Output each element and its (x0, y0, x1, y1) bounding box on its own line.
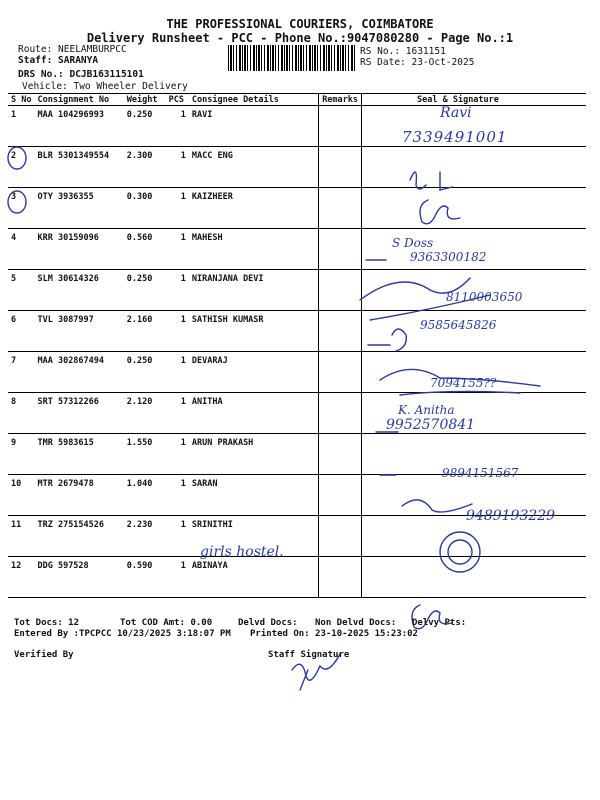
delivered-docs: Delvd Docs: (238, 618, 298, 628)
row-remarks (319, 434, 362, 475)
row-remarks (319, 188, 362, 229)
row-consignee: MAHESH (189, 229, 319, 270)
row-consignment: MAA 104296993 (34, 106, 123, 147)
route-label: Route: NEELAMBURPCC (18, 44, 127, 55)
row-consignment: DDG 597528 (34, 557, 123, 598)
row-weight: 2.160 (124, 311, 166, 352)
row-pcs: 1 (166, 311, 189, 352)
row-consignee: ANITHA (189, 393, 319, 434)
row-pcs: 1 (166, 147, 189, 188)
row-consignment: SRT 57312266 (34, 393, 123, 434)
row-consignee: MACC ENG (189, 147, 319, 188)
hw-phone: 9894151567 (442, 466, 519, 480)
hw-phone: 9585645826 (420, 318, 497, 332)
hw-phone: 9952570841 (386, 417, 476, 433)
row-sno: 6 (8, 311, 34, 352)
printed-on: Printed On: 23-10-2025 15:23:02 (250, 629, 418, 639)
row-remarks (319, 475, 362, 516)
row-pcs: 1 (166, 557, 189, 598)
company-title: THE PROFESSIONAL COURIERS, COIMBATORE (166, 17, 434, 31)
row-weight: 1.040 (124, 475, 166, 516)
table-row (8, 229, 586, 270)
hw-name: Ravi (440, 105, 472, 121)
row-weight: 2.230 (124, 516, 166, 557)
row-pcs: 1 (166, 352, 189, 393)
row-pcs: 1 (166, 106, 189, 147)
row-weight: 0.250 (124, 106, 166, 147)
hw-name: K. Anitha (398, 403, 455, 417)
row-weight: 2.300 (124, 147, 166, 188)
row-consignee: DEVARAJ (189, 352, 319, 393)
entered-by: Entered By :TPCPCC 10/23/2025 3:18:07 PM (14, 629, 231, 639)
table-row (8, 557, 586, 598)
row-consignment: BLR 5301349554 (34, 147, 123, 188)
barcode (228, 45, 356, 71)
row-remarks (319, 270, 362, 311)
row-remarks (319, 147, 362, 188)
total-cod: Tot COD Amt: 0.00 (120, 618, 213, 628)
col-consignee: Consignee Details (189, 94, 319, 106)
row-remarks (319, 516, 362, 557)
row-sno: 7 (8, 352, 34, 393)
row-sno: 12 (8, 557, 34, 598)
row-sno: 1 (8, 106, 34, 147)
row-sno: 2 (8, 147, 34, 188)
hw-phone: 7094155?? (430, 376, 497, 390)
table-row (8, 393, 586, 434)
row-consignee: ABINAYA (189, 557, 319, 598)
col-weight: Weight (124, 94, 166, 106)
row-consignment: OTY 3936355 (34, 188, 123, 229)
row-sno: 3 (8, 188, 34, 229)
row-consignment: MTR 2679478 (34, 475, 123, 516)
hw-phone: 8110003650 (446, 290, 523, 304)
row-consignment: TRZ 275154526 (34, 516, 123, 557)
staff-label: Staff: SARANYA (18, 55, 99, 66)
row-weight: 0.560 (124, 229, 166, 270)
row-pcs: 1 (166, 270, 189, 311)
row-pcs: 1 (166, 434, 189, 475)
table-row (8, 311, 586, 352)
row-consignee: KAIZHEER (189, 188, 319, 229)
verified-by: Verified By (14, 650, 74, 660)
row-remarks (319, 106, 362, 147)
drs-number: DRS No.: DCJB163115101 (18, 69, 144, 80)
col-consignment: Consignment No (34, 94, 123, 106)
runsheet-subtitle: Delivery Runsheet - PCC - Phone No.:9047080280 - Page No.:1 (86, 31, 514, 45)
col-signature: Seal & Signature (362, 94, 586, 106)
row-consignment: TVL 3087997 (34, 311, 123, 352)
rs-number: RS No.: 1631151 (360, 46, 446, 57)
non-delivered-docs: Non Delvd Docs: (315, 618, 397, 628)
table-row (8, 352, 586, 393)
row-remarks (319, 229, 362, 270)
row-consignee: RAVI (189, 106, 319, 147)
hw-phone: 9489193229 (466, 508, 556, 524)
staff-signature: Staff Signature (268, 650, 350, 660)
row-consignee: NIRANJANA DEVI (189, 270, 319, 311)
col-sno: S No (8, 94, 34, 106)
row-sno: 5 (8, 270, 34, 311)
table-row (8, 188, 586, 229)
row-pcs: 1 (166, 475, 189, 516)
row-sno: 8 (8, 393, 34, 434)
row-signature (362, 557, 586, 598)
row-weight: 0.590 (124, 557, 166, 598)
row-signature (362, 147, 586, 188)
row-remarks (319, 311, 362, 352)
row-weight: 2.120 (124, 393, 166, 434)
row-consignment: TMR 5983615 (34, 434, 123, 475)
row-consignment: SLM 30614326 (34, 270, 123, 311)
row-signature (362, 188, 586, 229)
row-sno: 11 (8, 516, 34, 557)
table-header-row (8, 94, 586, 106)
row-pcs: 1 (166, 229, 189, 270)
row-sno: 10 (8, 475, 34, 516)
row-remarks (319, 557, 362, 598)
row-weight: 0.300 (124, 188, 166, 229)
row-consignee: SARAN (189, 475, 319, 516)
row-weight: 1.550 (124, 434, 166, 475)
row-pcs: 1 (166, 393, 189, 434)
rs-date: RS Date: 23-Oct-2025 (360, 57, 475, 68)
row-consignment: KRR 30159096 (34, 229, 123, 270)
hw-note: girls hostel. (200, 544, 284, 560)
col-pcs: PCS (166, 94, 189, 106)
row-pcs: 1 (166, 188, 189, 229)
hw-phone: 7339491001 (402, 128, 508, 146)
hw-phone: 9363300182 (410, 250, 487, 264)
row-remarks (319, 352, 362, 393)
row-consignment: MAA 302867494 (34, 352, 123, 393)
delivery-points: Delvy Pts: (412, 618, 467, 628)
row-weight: 0.250 (124, 270, 166, 311)
total-docs: Tot Docs: 12 (14, 618, 80, 628)
row-consignee: ARUN PRAKASH (189, 434, 319, 475)
hw-name: S Doss (392, 236, 434, 250)
col-remarks: Remarks (319, 94, 362, 106)
row-remarks (319, 393, 362, 434)
row-weight: 0.250 (124, 352, 166, 393)
row-sno: 4 (8, 229, 34, 270)
row-sno: 9 (8, 434, 34, 475)
vehicle-label: Vehicle: Two Wheeler Delivery (22, 81, 188, 92)
row-pcs: 1 (166, 516, 189, 557)
row-consignee: SRINITHI (189, 516, 319, 557)
table-row (8, 147, 586, 188)
row-consignee: SATHISH KUMASR (189, 311, 319, 352)
